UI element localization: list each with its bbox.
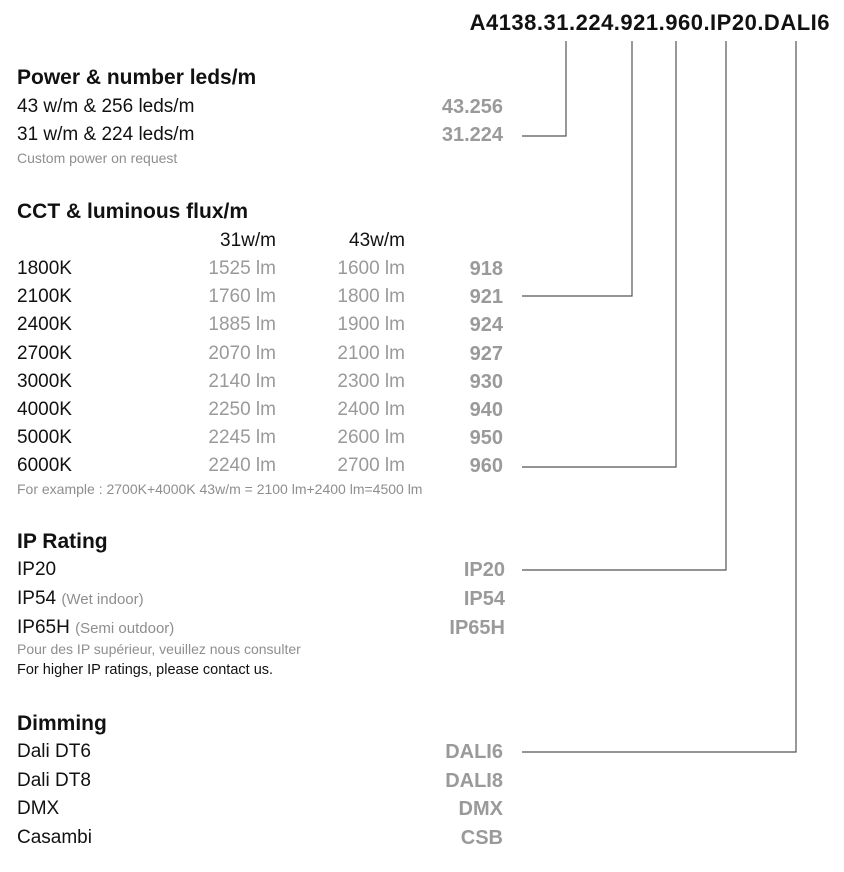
power-row-label: 43 w/m & 256 leds/m: [17, 96, 195, 117]
cct-row-flux-43: 2300 lm: [337, 371, 405, 392]
cct-row-flux-43: 2100 lm: [337, 343, 405, 364]
dimming-row-label: Dali DT8: [17, 770, 91, 791]
cct-row-code: 918: [469, 258, 503, 280]
cct-row-flux-31: 2070 lm: [208, 343, 276, 364]
cct-row-label: 6000K: [17, 455, 72, 476]
leader-dimming: [522, 41, 796, 752]
cct-note: For example : 2700K+4000K 43w/m = 2100 lm+2400 lm=4500 lm: [17, 481, 423, 497]
dimming-row-label: DMX: [17, 798, 60, 819]
cct-row-flux-31: 2245 lm: [208, 427, 276, 448]
product-code: A4138.31.224.921.960.IP20.DALI6: [469, 10, 830, 35]
power-row-label: 31 w/m & 224 leds/m: [17, 124, 195, 145]
ip-row-label: IP20: [17, 559, 57, 580]
cct-row-flux-31: 2140 lm: [208, 371, 276, 392]
cct-row-label: 4000K: [17, 399, 72, 420]
power-row-code: 31.224: [441, 124, 503, 146]
cct-row-flux-43: 2700 lm: [337, 455, 405, 476]
cct-row-code: 950: [469, 427, 503, 449]
ip-row-code: IP65H: [449, 617, 505, 639]
cct-row-flux-31: 1885 lm: [208, 314, 276, 335]
ip-row-label: IP65H: [17, 617, 70, 638]
cct-row-flux-43: 2400 lm: [337, 399, 405, 420]
cct-row-code: 940: [469, 399, 503, 421]
cct-row-flux-43: 1600 lm: [337, 258, 405, 279]
dimming-row-label: Dali DT6: [17, 741, 91, 762]
cct-row-code: 921: [469, 286, 503, 308]
dimming-row-label: Casambi: [17, 827, 92, 848]
dimming-row-code: DMX: [458, 798, 503, 820]
ip-title: IP Rating: [17, 530, 108, 553]
cct-row-flux-31: 1760 lm: [208, 286, 276, 307]
ip-row-code: IP20: [463, 559, 505, 581]
leader-ip: [522, 41, 726, 570]
dimming-row-code: DALI6: [445, 741, 503, 763]
ip-row-label: IP54: [17, 588, 57, 609]
cct-row-code: 927: [469, 343, 503, 365]
leader-power: [522, 41, 566, 136]
cct-col-43-header: 43w/m: [349, 230, 405, 251]
ip-row: [17, 617, 174, 639]
leader-cct-2: [522, 41, 676, 467]
power-title: Power & number leds/m: [17, 66, 257, 89]
ip-row-sub: (Semi outdoor): [75, 620, 175, 637]
cct-row-flux-43: 1900 lm: [337, 314, 405, 335]
cct-row-code: 960: [469, 455, 503, 477]
cct-row-flux-43: 1800 lm: [337, 286, 405, 307]
cct-row-label: 2100K: [17, 286, 72, 307]
dimming-row-code: CSB: [460, 827, 503, 849]
ip-row-sub: (Wet indoor): [61, 591, 144, 608]
cct-row-label: 5000K: [17, 427, 72, 448]
cct-row-flux-31: 2240 lm: [208, 455, 276, 476]
power-note: Custom power on request: [17, 150, 178, 166]
cct-col-31-header: 31w/m: [220, 230, 276, 251]
dimming-row-code: DALI8: [445, 770, 503, 792]
leader-cct: [522, 41, 632, 296]
cct-row-code: 930: [469, 371, 503, 393]
cct-title: CCT & luminous flux/m: [17, 200, 248, 223]
ip-row-code: IP54: [463, 588, 505, 610]
cct-row-flux-43: 2600 lm: [337, 427, 405, 448]
ip-note-en: For higher IP ratings, please contact us.: [17, 662, 274, 678]
cct-row-label: 2400K: [17, 314, 72, 335]
cct-row-flux-31: 1525 lm: [208, 258, 276, 279]
power-row-code: 43.256: [441, 96, 503, 118]
ip-row: [17, 559, 56, 581]
cct-row-label: 1800K: [17, 258, 72, 279]
cct-row-flux-31: 2250 lm: [208, 399, 276, 420]
cct-row-label: 3000K: [17, 371, 72, 392]
ip-row: [17, 588, 144, 610]
ip-note-fr: Pour des IP supérieur, veuillez nous consulter: [17, 641, 301, 657]
cct-row-label: 2700K: [17, 343, 72, 364]
dimming-title: Dimming: [17, 712, 107, 735]
cct-row-code: 924: [469, 314, 503, 336]
